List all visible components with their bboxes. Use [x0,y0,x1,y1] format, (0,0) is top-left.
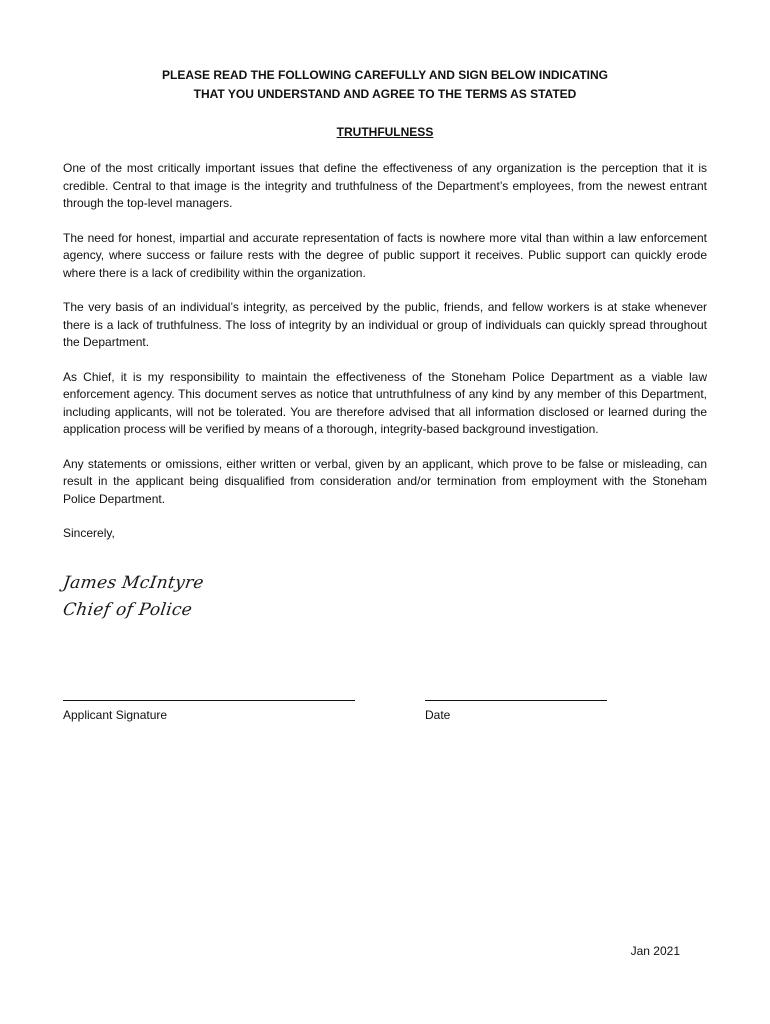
applicant-signature-line[interactable] [63,690,355,701]
paragraph-credibility: One of the most critically important issues that define the effectiveness of any organization is the perception that it is credible. Central to that image is the integrity and truthfulness of the Department’s employees, from the newest entrant through the top-level managers. [63,161,707,210]
applicant-signature-field[interactable] [63,690,355,723]
heading-line-2: THAT YOU UNDERSTAND AND AGREE TO THE TERMS AS STATED [193,87,577,101]
signature-title: Chief of Police [61,600,194,620]
footer-revision-date: Jan 2021 [630,944,680,958]
paragraph-public-support: The need for honest, impartial and accurate representation of facts is nowhere more vital than within a law enforcement agency, where success or failure rests with the degree of public support it receives. Public support can quickly erode where there is a lack of credibility within the organization. [63,230,707,280]
chief-signature [63,570,263,624]
heading-line-1: PLEASE READ THE FOLLOWING CAREFULLY AND SIGN BELOW INDICATING [161,68,608,82]
paragraph-chief-notice: As Chief, it is my responsibility to maintain the effectiveness of the Stoneham Police Department as a viable law enforcement agency. This document serves as notice that untruthfulness of any kind by any member of this Department, including applicants, will not be tolerated. You are therefore advised that all information disclosed or learned during the application process will be verified by means of a thorough, integrity-based background investigation. [63,369,707,436]
signature-name: James McIntyre [61,573,206,593]
date-field[interactable] [425,690,607,723]
paragraph-integrity: The very basis of an individual’s integrity, as perceived by the public, friends, and fellow workers is at stake whenever there is a lack of truthfulness. The loss of integrity by an individual or group of individuals can quickly spread throughout the Department. [63,300,707,349]
document-heading [63,66,707,104]
date-label: Date [425,708,451,722]
body-text [63,160,707,560]
date-line[interactable] [425,690,607,701]
section-title: TRUTHFULNESS [336,125,434,139]
paragraph-disqualification: Any statements or omissions, either written or verbal, given by an applicant, which prove to be false or misleading, can result in the applicant being disqualified from consideration and/or termination from employment with the Stoneham Police Department. [63,456,707,506]
applicant-signature-label: Applicant Signature [63,708,168,722]
closing-salutation: Sincerely, [63,526,115,540]
